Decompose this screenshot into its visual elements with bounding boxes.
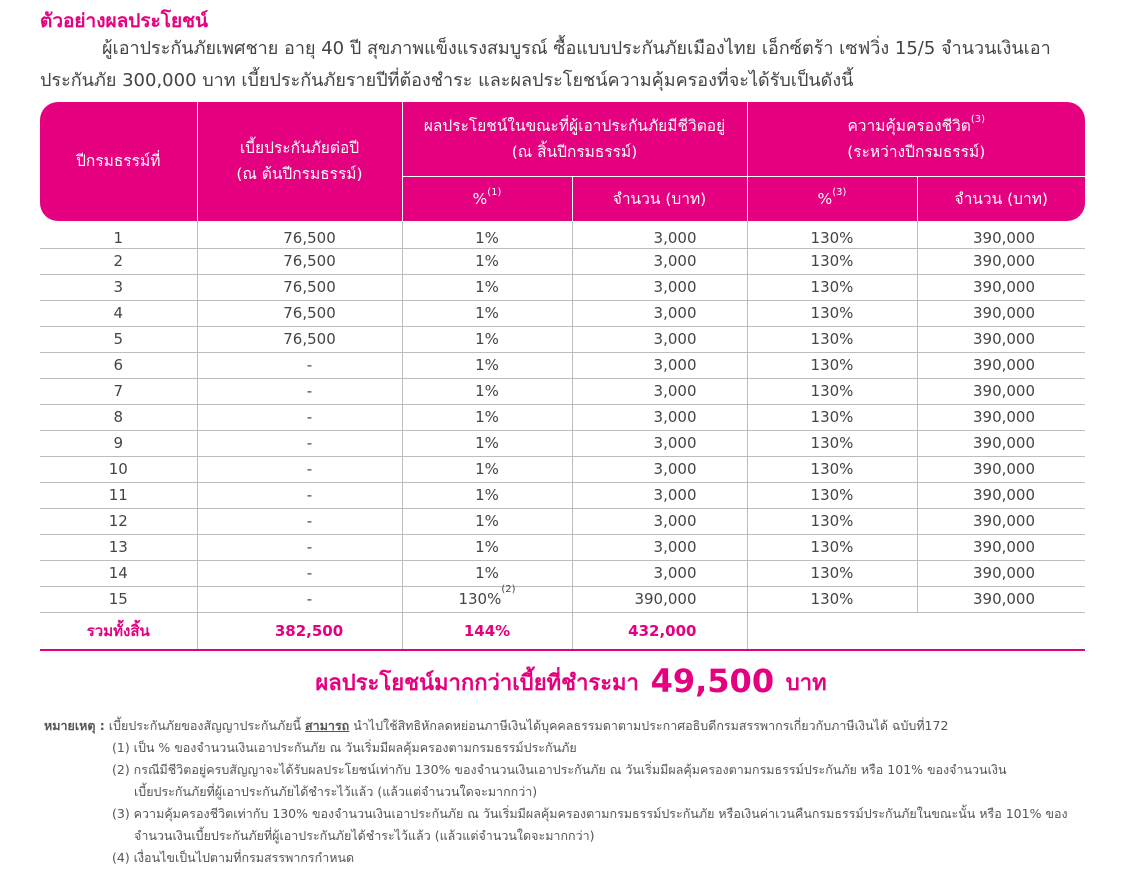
note-4: (4) เงื่อนไขเป็นไปตามที่กรมสรรพากรกำหนด	[112, 850, 355, 865]
year-cell: 13	[40, 534, 197, 560]
life-amount-cell: 390,000	[917, 482, 1085, 508]
premium-cell: -	[197, 404, 402, 430]
table-row	[40, 456, 1085, 482]
table-row	[40, 300, 1085, 326]
year-cell: 1	[40, 221, 197, 249]
living-amount-cell: 3,000	[572, 508, 747, 534]
living-amount-cell: 3,000	[572, 300, 747, 326]
table-row	[40, 221, 1085, 249]
year-cell: 9	[40, 430, 197, 456]
intro-text: ผู้เอาประกันภัยเพศชาย อายุ 40 ปี สุขภาพแข็งแรงสมบูรณ์ ซื้อแบบประกันภัยเมืองไทย เอ็กซ์ตร้า เซฟวิ่ง 15/5 จำนวนเงินเอาประกันภัย 300,000 บาท เบี้ยประกันภัยรายปีที่ต้องชำระ และผลประโยชน์ความคุ้มครองที่จะได้รับเป็นดังนี้	[40, 38, 1051, 91]
life-pct-cell: 130%	[747, 482, 917, 508]
life-pct-cell: 130%	[747, 378, 917, 404]
life-pct-cell: 130%	[747, 248, 917, 274]
living-amount-cell: 3,000	[572, 248, 747, 274]
year-cell: 15	[108, 590, 128, 608]
premium-cell: -	[197, 378, 402, 404]
living-pct-cell: 1%	[402, 221, 572, 249]
living-pct-cell: 1%	[402, 534, 572, 560]
table-row	[40, 430, 1085, 456]
life-amount-cell: 390,000	[917, 300, 1085, 326]
life-amount-cell: 390,000	[917, 404, 1085, 430]
living-pct-cell: 1%	[402, 300, 572, 326]
life-amount-cell: 390,000	[917, 456, 1085, 482]
header-living-benefit: ผลประโยชน์ในขณะที่ผู้เอาประกันภัยมีชีวิตอยู่ (ณ สิ้นปีกรมธรรม์)	[402, 102, 747, 177]
header-life-amount: จำนวน (บาท)	[917, 176, 1085, 221]
life-pct-cell: 130%	[747, 586, 917, 612]
table-row	[40, 560, 1085, 586]
life-amount-cell: 390,000	[917, 274, 1085, 300]
section-title: ตัวอย่างผลประโยชน์	[40, 10, 208, 32]
life-pct-cell: 130%	[747, 456, 917, 482]
life-amount-cell: 390,000	[917, 378, 1085, 404]
living-amount-cell: 3,000	[572, 352, 747, 378]
living-amount-cell: 3,000	[572, 274, 747, 300]
living-amount-cell: 3,000	[572, 221, 747, 249]
premium-cell: 76,500	[197, 248, 402, 274]
notes	[44, 715, 1114, 869]
living-amount-cell: 3,000	[572, 482, 747, 508]
table-row	[40, 586, 1085, 612]
living-amount-cell: 3,000	[572, 534, 747, 560]
year-cell: 3	[40, 274, 197, 300]
table-row	[40, 482, 1085, 508]
header-year: ปีกรมธรรม์ที่	[40, 102, 197, 221]
intro-paragraph	[40, 33, 1100, 97]
living-pct-cell: 1%	[402, 560, 572, 586]
premium-cell: 76,500	[197, 326, 402, 352]
living-pct-cell: 1%	[402, 248, 572, 274]
living-pct-cell: 1%	[402, 352, 572, 378]
year-cell: 10	[40, 456, 197, 482]
living-pct-cell: 1%	[402, 430, 572, 456]
life-amount-cell: 390,000	[917, 534, 1085, 560]
life-pct-cell: 130%	[747, 560, 917, 586]
year-cell: 11	[40, 482, 197, 508]
living-amount-cell: 3,000	[572, 404, 747, 430]
living-pct-cell: 1%	[402, 404, 572, 430]
total-pct: 144%	[402, 612, 572, 650]
year-cell: 8	[40, 404, 197, 430]
living-pct-cell: 1%	[402, 274, 572, 300]
table-row	[40, 534, 1085, 560]
total-amount: 432,000	[572, 612, 747, 650]
life-pct-cell: 130%	[747, 508, 917, 534]
living-amount-cell: 3,000	[572, 560, 747, 586]
table-row	[40, 404, 1085, 430]
premium-cell: -	[197, 534, 402, 560]
life-amount-cell: 390,000	[917, 248, 1085, 274]
premium-cell: -	[197, 508, 402, 534]
table-row	[40, 378, 1085, 404]
life-pct-cell: 130%	[747, 534, 917, 560]
benefit-summary	[0, 662, 1142, 700]
life-pct-cell: 130%	[747, 274, 917, 300]
header-premium: เบี้ยประกันภัยต่อปี (ณ ต้นปีกรมธรรม์)	[197, 102, 402, 221]
benefit-value: 49,500	[650, 662, 775, 700]
year-cell: 14	[40, 560, 197, 586]
benefit-suffix: บาท	[785, 671, 827, 696]
living-amount-cell: 3,000	[572, 456, 747, 482]
premium-cell: -	[197, 456, 402, 482]
living-pct-cell: 1%	[402, 508, 572, 534]
life-amount-cell: 390,000	[917, 586, 1085, 612]
year-cell: 12	[40, 508, 197, 534]
premium-cell: 76,500	[197, 274, 402, 300]
total-premium: 382,500	[197, 612, 402, 650]
year-cell: 4	[40, 300, 197, 326]
table-row	[40, 326, 1085, 352]
year-cell: 7	[40, 378, 197, 404]
living-pct-cell: 130%$^{(2)}$	[402, 586, 572, 612]
living-pct-cell: 1%	[402, 456, 572, 482]
life-pct-cell: 130%	[747, 326, 917, 352]
premium-cell: -	[197, 586, 402, 612]
premium-cell: -	[197, 560, 402, 586]
note-3: (3) ความคุ้มครองชีวิตเท่ากับ 130% ของจำนวนเงินเอาประกันภัย ณ วันเริ่มมีผลคุ้มครองตามกรมธรรม์ประกันภัย หรือเงินค่าเวนคืนกรมธรรม์ประกันภัยในขณะนั้น หรือ 101% ของ จำนวนเงินเบี้ยประกันภัยที่ผู้เอาประกันภัยได้ชำระไว้แล้ว (แล้วแต่จำนวนใดจะมากกว่า)	[112, 806, 1068, 843]
life-amount-cell: 390,000	[917, 430, 1085, 456]
year-cell: 5	[40, 326, 197, 352]
life-amount-cell: 390,000	[917, 352, 1085, 378]
total-label: รวมทั้งสิ้น	[40, 612, 197, 650]
life-pct-cell: 130%	[747, 221, 917, 249]
header-life-coverage: ความคุ้มครองชีวิต$^{(3)}$ (ระหว่างปีกรมธรรม์)	[747, 102, 1085, 177]
note-1: (1) เป็น % ของจำนวนเงินเอาประกันภัย ณ วันเริ่มมีผลคุ้มครองตามกรมธรรม์ประกันภัย	[112, 740, 577, 755]
premium-cell: 76,500	[197, 221, 402, 249]
life-pct-cell: 130%	[747, 300, 917, 326]
header-living-amount: จำนวน (บาท)	[572, 176, 747, 221]
living-amount-cell: 390,000	[572, 586, 747, 612]
premium-cell: -	[197, 352, 402, 378]
life-pct-cell: 130%	[747, 404, 917, 430]
header-life-pct: %$^{(3)}$	[747, 176, 917, 221]
note-2: (2) กรณีมีชีวิตอยู่ครบสัญญาจะได้รับผลประโยชน์เท่ากับ 130% ของจำนวนเงินเอาประกันภัย ณ วันเริ่มมีผลคุ้มครองตามกรมธรรม์ประกันภัย หรือ 101% ของจำนวนเงิน เบี้ยประกันภัยที่ผู้เอาประกันภัยได้ชำระไว้แล้ว (แล้วแต่จำนวนใดจะมากกว่า)	[112, 762, 1007, 799]
living-amount-cell: 3,000	[572, 378, 747, 404]
premium-cell: 76,500	[197, 300, 402, 326]
life-pct-cell: 130%	[747, 352, 917, 378]
year-cell: 6	[40, 352, 197, 378]
benefit-table	[40, 101, 1085, 651]
living-amount-cell: 3,000	[572, 326, 747, 352]
premium-cell: -	[197, 430, 402, 456]
benefit-prefix: ผลประโยชน์มากกว่าเบี้ยที่ชำระมา	[315, 671, 639, 696]
premium-cell: -	[197, 482, 402, 508]
living-pct-cell: 1%	[402, 326, 572, 352]
year-cell: 2	[40, 248, 197, 274]
table-row	[40, 274, 1085, 300]
living-pct-cell: 1%	[402, 378, 572, 404]
life-amount-cell: 390,000	[917, 508, 1085, 534]
life-amount-cell: 390,000	[917, 221, 1085, 249]
life-amount-cell: 390,000	[917, 326, 1085, 352]
note-main: หมายเหตุ : เบี้ยประกันภัยของสัญญาประกันภัยนี้ สามารถ นำไปใช้สิทธิหักลดหย่อนภาษีเงินได้บุคคลธรรมดาตามประกาศอธิบดีกรมสรรพากรเกี่ยวกับภาษีเงินได้ ฉบับที่172	[44, 718, 949, 733]
table-row	[40, 508, 1085, 534]
header-living-pct: %$^{(1)}$	[402, 176, 572, 221]
life-pct-cell: 130%	[747, 430, 917, 456]
living-amount-cell: 3,000	[572, 430, 747, 456]
living-pct-cell: 1%	[402, 482, 572, 508]
total-empty	[747, 612, 1085, 650]
life-amount-cell: 390,000	[917, 560, 1085, 586]
table-row	[40, 248, 1085, 274]
table-row	[40, 352, 1085, 378]
